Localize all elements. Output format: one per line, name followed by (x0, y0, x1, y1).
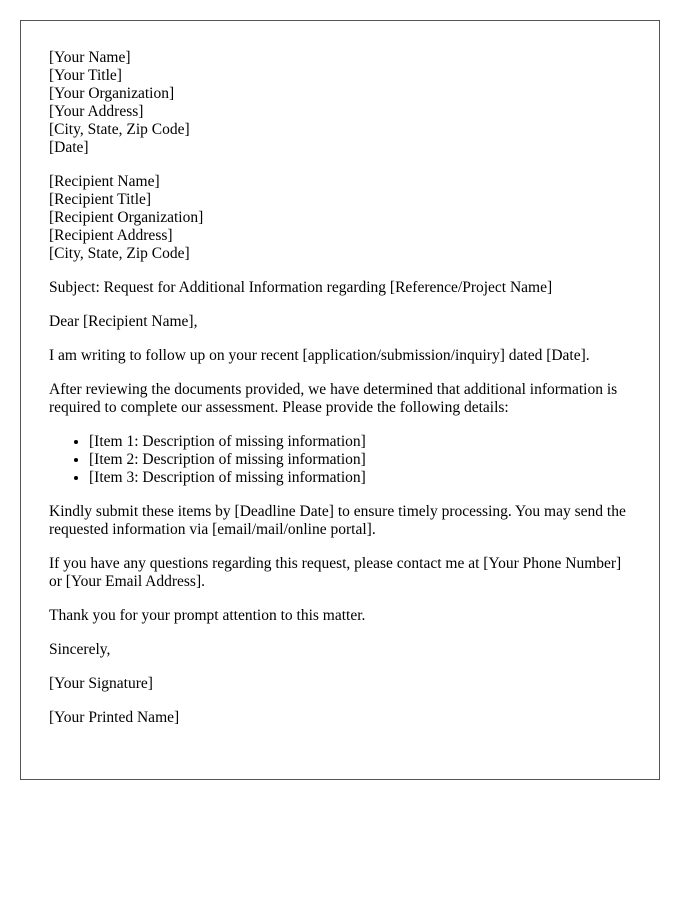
subject-line: Subject: Request for Additional Information regarding [Reference/Project Name] (49, 279, 553, 296)
recipient-city-state-zip: [City, State, Zip Code] (49, 245, 190, 262)
signature: [Your Signature] (49, 675, 153, 692)
deadline-paragraph: Kindly submit these items by [Deadline Date] to ensure timely processing. You may send the requested information via [email/mail/online portal]. (49, 503, 626, 538)
printed-name: [Your Printed Name] (49, 709, 180, 726)
recipient-block (49, 173, 631, 263)
recipient-name: [Recipient Name] (49, 173, 160, 190)
missing-items-list (49, 433, 631, 487)
recipient-organization: [Recipient Organization] (49, 209, 204, 226)
sender-address: [Your Address] (49, 103, 144, 120)
salutation: Dear [Recipient Name], (49, 313, 198, 330)
list-item: • [Item 1: Description of missing information] (89, 433, 631, 451)
sender-organization: [Your Organization] (49, 85, 175, 102)
sender-title: [Your Title] (49, 67, 122, 84)
intro-paragraph: I am writing to follow up on your recent [application/submission/inquiry] dated [Date]. (49, 347, 590, 364)
closing: Sincerely, (49, 641, 111, 658)
review-paragraph: After reviewing the documents provided, we have determined that additional information is required to complete our assessment. Please provide the following details: (49, 381, 618, 416)
questions-paragraph: If you have any questions regarding this request, please contact me at [Your Phone Number] or [Your Email Address]. (49, 555, 622, 590)
list-item: • [Item 2: Description of missing information] (89, 451, 631, 469)
list-item: • [Item 3: Description of missing information] (89, 469, 631, 487)
recipient-address: [Recipient Address] (49, 227, 173, 244)
sender-block (49, 49, 631, 157)
recipient-title: [Recipient Title] (49, 191, 152, 208)
sender-city-state-zip: [City, State, Zip Code] (49, 121, 190, 138)
letter-page (20, 20, 660, 780)
sender-name: [Your Name] (49, 49, 131, 66)
letter-date: [Date] (49, 139, 89, 156)
thanks-paragraph: Thank you for your prompt attention to this matter. (49, 607, 366, 624)
